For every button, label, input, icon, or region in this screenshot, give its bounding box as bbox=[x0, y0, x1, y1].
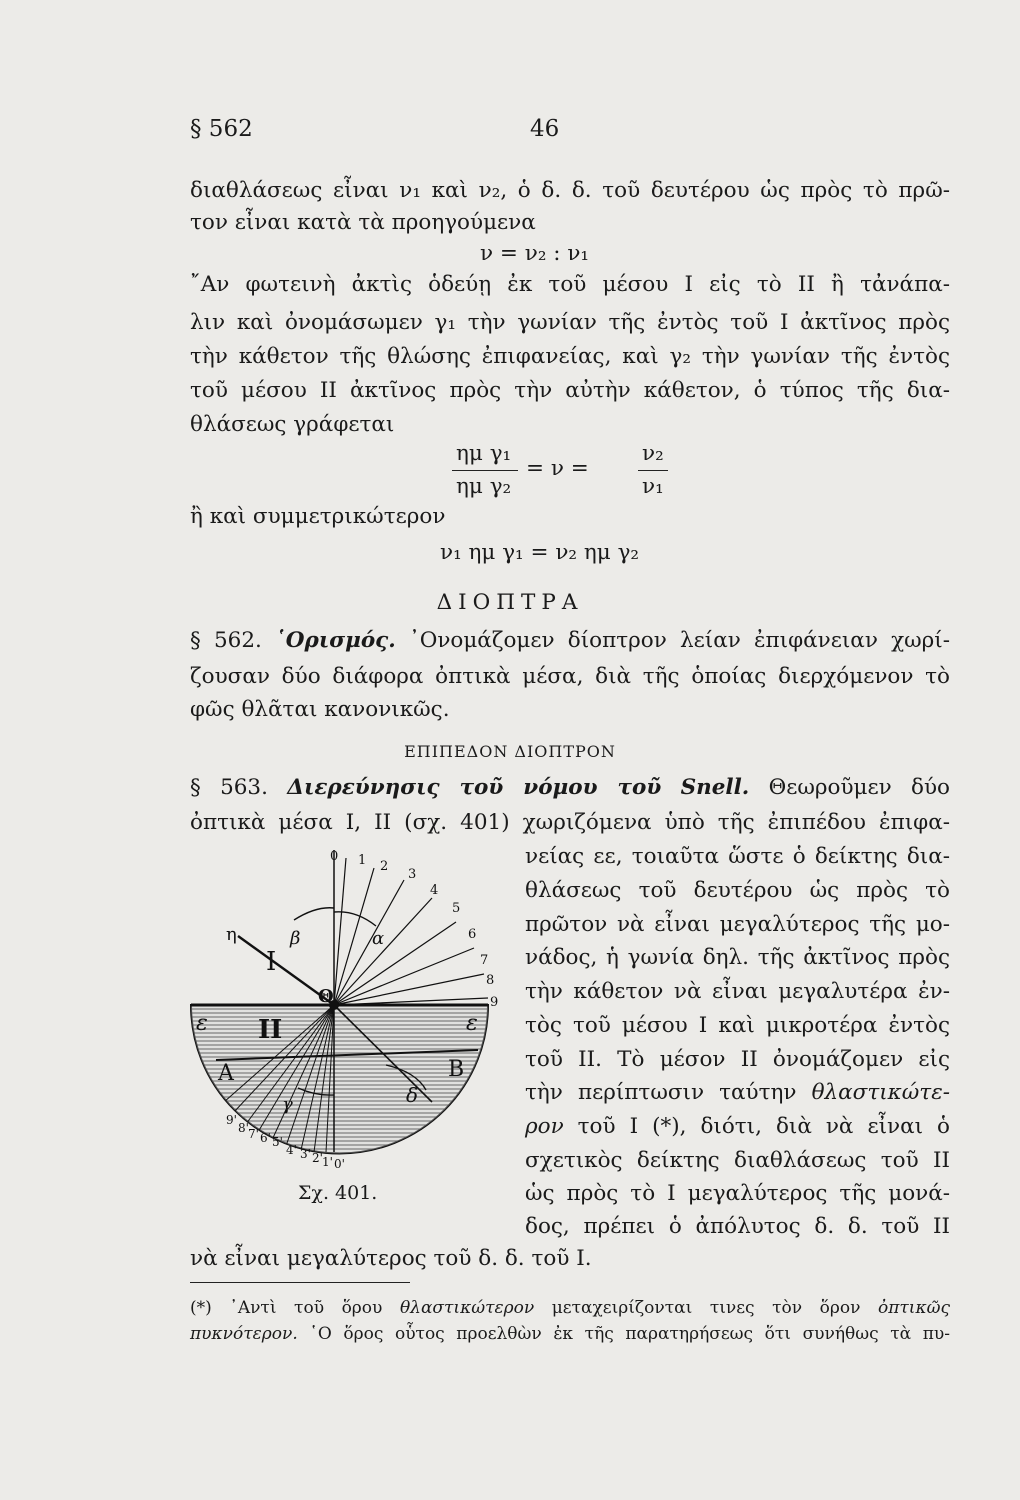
text-line: νάδος, ἡ γωνία δηλ. τῆς ἀκτῖνος πρὸς bbox=[525, 945, 950, 970]
ray-number: 0 bbox=[330, 849, 339, 864]
label-medium-two: II bbox=[258, 1015, 283, 1045]
ray-number: 8' bbox=[238, 1121, 249, 1135]
text-line: ὡς πρὸς τὸ Ι μεγαλύτερος τῆς μονά- bbox=[525, 1181, 950, 1206]
section-header: § 562 bbox=[190, 116, 253, 142]
label-delta: δ bbox=[406, 1083, 419, 1107]
ray-number: 7 bbox=[480, 953, 489, 968]
section-heading: Διερεύνησις τοῦ νόμου τοῦ bbox=[287, 775, 662, 800]
angle-beta-arc bbox=[294, 908, 334, 920]
text-span: μεταχειρίζονται τινες τὸν ὅρον bbox=[534, 1298, 878, 1318]
text-line: νείας εε, τοιαῦτα ὥστε ὁ δείκτης δια- bbox=[525, 844, 950, 869]
text-line: τοῦ ΙΙ. Τὸ μέσον ΙΙ ὀνομάζομεν εἰς bbox=[525, 1047, 950, 1072]
text-line: ἢ καὶ συμμετρικώτερον bbox=[190, 504, 446, 529]
text-line: ὀπτικὰ μέσα Ι, ΙΙ (σχ. 401) χωριζόμενα ὑπὸ τῆς ἐπιπέδου ἐπιφα- bbox=[190, 810, 950, 835]
text-line bbox=[190, 628, 950, 653]
ray-number: 9' bbox=[226, 1113, 237, 1127]
section-number: § 562. bbox=[190, 628, 262, 653]
ray-number: 7' bbox=[248, 1127, 259, 1141]
text-line: τοῦ μέσου ΙΙ ἀκτῖνος πρὸς τὴν αὐτὴν κάθετον, ὁ τύπος τῆς δια- bbox=[190, 378, 950, 403]
label-beta: β bbox=[290, 928, 301, 949]
ray-number: 3' bbox=[300, 1147, 311, 1161]
text-line: τὴν κάθετον τῆς θλώσης ἐπιφανείας, καὶ γ₂ τὴν γωνίαν τῆς ἐντὸς bbox=[190, 344, 950, 369]
equation-middle: = ν = bbox=[526, 456, 589, 481]
text-line: τὴν κάθετον νὰ εἶναι μεγαλυτέρα ἐν- bbox=[525, 979, 950, 1004]
ray-number: 9 bbox=[490, 995, 499, 1010]
fraction-bar bbox=[452, 470, 518, 471]
equation-symmetric: ν₁ ημ γ₁ = ν₂ ημ γ₂ bbox=[440, 540, 640, 565]
text-span: ῾Ο ὅρος οὗτος προελθὼν ἐκ τῆς παρατηρήσεως ὅτι συνήθως τὰ πυ- bbox=[297, 1324, 950, 1344]
text-span: Θεωροῦμεν δύο bbox=[749, 775, 950, 800]
label-eta: η bbox=[226, 924, 237, 945]
fraction-denominator-right: ν₁ bbox=[642, 474, 664, 499]
equation-ratio: ν = ν₂ : ν₁ bbox=[480, 241, 590, 266]
ray-number: 5 bbox=[452, 901, 461, 916]
ray-number: 3 bbox=[408, 867, 417, 882]
figure-caption: Σχ. 401. bbox=[298, 1182, 378, 1204]
text-line: ῎Αν φωτεινὴ ἀκτὶς ὁδεύῃ ἐκ τοῦ μέσου Ι εἰς τὸ ΙΙ ἢ τἀνάπα- bbox=[190, 272, 950, 297]
ray-number: 6' bbox=[260, 1131, 271, 1145]
italic-term: ρον bbox=[525, 1114, 564, 1139]
label-epsilon-left: ε bbox=[196, 1011, 208, 1036]
label-theta: Θ bbox=[318, 986, 334, 1007]
ray-number: 6 bbox=[468, 927, 477, 942]
text-span: τοῦ Ι (*), διότι, διὰ νὰ εἶναι ὁ bbox=[563, 1114, 950, 1139]
label-b: B bbox=[448, 1057, 465, 1082]
label-medium-one: I bbox=[266, 947, 277, 977]
section-subtitle: ΕΠΙΠΕΔΟΝ ΔΙΟΠΤΡΟΝ bbox=[404, 742, 616, 761]
text-line: διαθλάσεως εἶναι ν₁ καὶ ν₂, ὁ δ. δ. τοῦ δευτέρου ὡς πρὸς τὸ πρῶ- bbox=[190, 178, 950, 203]
footnote-line bbox=[190, 1298, 950, 1318]
italic-term: θλαστικώτε- bbox=[796, 1080, 950, 1105]
text-line: φῶς θλᾶται κανονικῶς. bbox=[190, 697, 450, 722]
text-span: τὴν περίπτωσιν ταύτην bbox=[525, 1080, 797, 1105]
text-span: ᾿Αντὶ τοῦ ὅρου bbox=[211, 1298, 400, 1318]
ray-number: 5' bbox=[272, 1135, 283, 1149]
ray-number: 1 bbox=[358, 853, 367, 868]
footnote-mark: (*) bbox=[190, 1298, 212, 1318]
ray-number: 4' bbox=[286, 1143, 297, 1157]
text-line: θλάσεως γράφεται bbox=[190, 412, 395, 437]
fraction-denominator-left: ημ γ₂ bbox=[456, 474, 512, 499]
medium-two-tint bbox=[191, 1005, 488, 1153]
snell-name: Snell. bbox=[680, 775, 750, 800]
text-line bbox=[525, 1114, 950, 1139]
text-line: τὸς τοῦ μέσου Ι καὶ μικροτέρα ἐντὸς bbox=[525, 1013, 950, 1038]
ray-number: 2' bbox=[312, 1151, 323, 1165]
fraction-numerator-left: ημ γ₁ bbox=[456, 441, 512, 466]
section-heading: ῾Ορισμός. bbox=[275, 628, 396, 653]
text-line bbox=[190, 775, 950, 800]
text-line bbox=[525, 1080, 950, 1105]
italic-term: ὀπτικῶς bbox=[877, 1298, 950, 1318]
chapter-title: ΔΙΟΠΤΡΑ bbox=[436, 590, 584, 615]
refraction-figure bbox=[186, 840, 516, 1180]
text-span: ᾿Ονομάζομεν δίοπτρον λείαν ἐπιφάνειαν χωρί- bbox=[395, 628, 950, 653]
section-number: § 563. bbox=[190, 775, 268, 800]
label-a: A bbox=[218, 1061, 234, 1086]
label-alpha: α bbox=[372, 928, 385, 949]
ray-numbers-top bbox=[330, 849, 498, 1010]
text-line: πρῶτον νὰ εἶναι μεγαλύτερος τῆς μο- bbox=[525, 912, 950, 937]
text-line: θλάσεως τοῦ δευτέρου ὡς πρὸς τὸ bbox=[525, 878, 950, 903]
text-line: λιν καὶ ὀνομάσωμεν γ₁ τὴν γωνίαν τῆς ἐντὸς τοῦ Ι ἀκτῖνος πρὸς bbox=[190, 310, 950, 335]
fraction-numerator-right: ν₂ bbox=[642, 441, 664, 466]
text-line: τον εἶναι κατὰ τὰ προηγούμενα bbox=[190, 210, 536, 235]
ray-number: 2 bbox=[380, 859, 389, 874]
page-number: 46 bbox=[530, 116, 560, 142]
label-gamma: γ bbox=[282, 1094, 293, 1115]
ray-number: 1' bbox=[322, 1155, 333, 1169]
label-epsilon-right: ε bbox=[466, 1011, 478, 1036]
footnote-line bbox=[190, 1324, 950, 1344]
ray-number: 0' bbox=[334, 1157, 345, 1171]
text-line: ζουσαν δύο διάφορα ὀπτικὰ μέσα, διὰ τῆς ὁποίας διερχόμενον τὸ bbox=[190, 664, 950, 689]
ray-number: 4 bbox=[430, 883, 439, 898]
footnote-rule bbox=[190, 1282, 410, 1283]
text-line: σχετικὸς δείκτης διαθλάσεως τοῦ ΙΙ bbox=[525, 1148, 950, 1173]
text-line: δος, πρέπει ὁ ἀπόλυτος δ. δ. τοῦ ΙΙ bbox=[525, 1214, 950, 1239]
fraction-bar bbox=[638, 470, 668, 471]
italic-term: θλαστικώτερον bbox=[399, 1298, 535, 1318]
ray-number: 8 bbox=[486, 973, 495, 988]
text-line: νὰ εἶναι μεγαλύτερος τοῦ δ. δ. τοῦ Ι. bbox=[190, 1246, 592, 1271]
italic-term: πυκνότερον. bbox=[190, 1324, 298, 1344]
